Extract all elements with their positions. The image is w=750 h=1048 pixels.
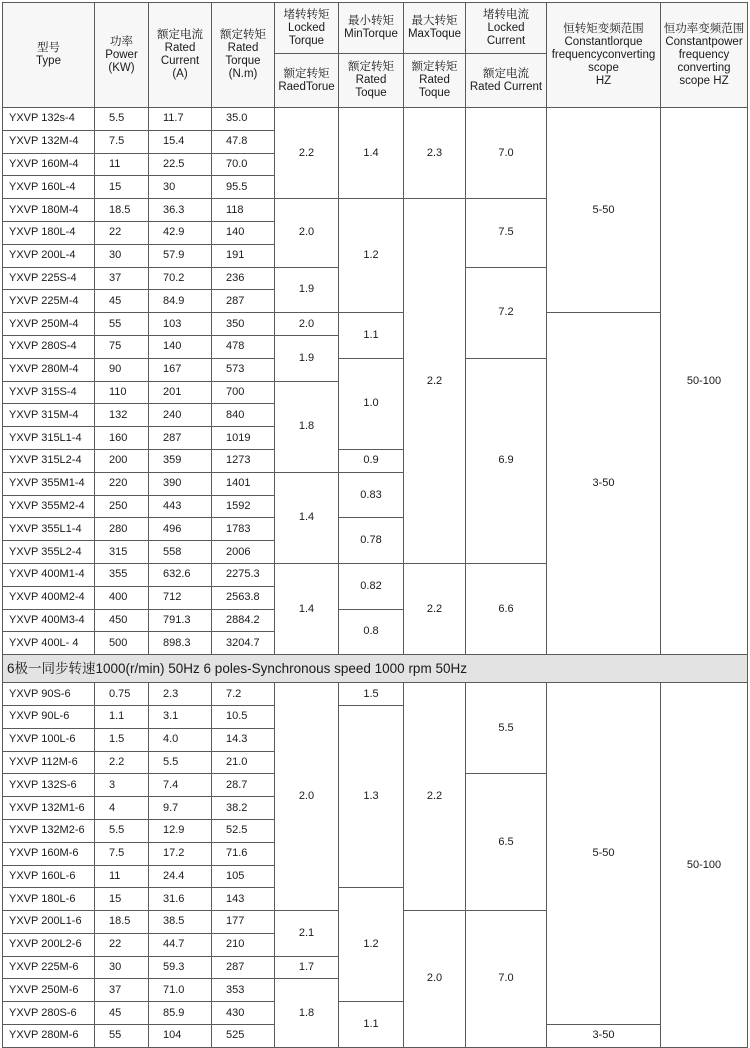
cell-locked-torque: 2.0	[275, 683, 339, 911]
cell-rated-current: 104	[149, 1025, 212, 1048]
cell-min-torque: 1.5	[339, 683, 404, 706]
cell-power: 250	[95, 495, 149, 518]
cell-rated-current: 4.0	[149, 728, 212, 751]
cell-power: 5.5	[95, 819, 149, 842]
cell-type: YXVP 200L1-6	[3, 911, 95, 934]
cell-rated-current: 17.2	[149, 842, 212, 865]
cell-rated-current: 712	[149, 586, 212, 609]
cell-max-torque: 2.2	[404, 199, 466, 564]
cell-type: YXVP 132S-6	[3, 774, 95, 797]
cell-rated-torque: 2006	[212, 541, 275, 564]
cell-locked-current: 7.0	[466, 911, 547, 1048]
cell-locked-torque: 1.9	[275, 335, 339, 381]
cell-rated-current: 9.7	[149, 797, 212, 820]
cell-type: YXVP 400M2-4	[3, 586, 95, 609]
cell-rated-current: 287	[149, 427, 212, 450]
cell-rated-torque: 840	[212, 404, 275, 427]
cell-rated-current: 44.7	[149, 933, 212, 956]
cell-rated-current: 632.6	[149, 563, 212, 586]
header-rated-torque: 额定转矩 Rated Torque (N.m)	[212, 3, 275, 108]
cell-power: 37	[95, 979, 149, 1002]
cell-locked-torque: 2.1	[275, 911, 339, 957]
cell-rated-current: 791.3	[149, 609, 212, 632]
cell-rated-current: 240	[149, 404, 212, 427]
cell-type: YXVP 250M-4	[3, 313, 95, 336]
cell-locked-current: 5.5	[466, 683, 547, 774]
cell-locked-current: 6.9	[466, 358, 547, 563]
cell-rated-current: 898.3	[149, 632, 212, 655]
cell-rated-torque: 700	[212, 381, 275, 404]
cell-min-torque: 1.1	[339, 1002, 404, 1048]
cell-const-torque-scope: 3-50	[547, 1025, 661, 1048]
cell-power: 15	[95, 176, 149, 199]
header-rated-current: 额定电流 Rated Current (A)	[149, 3, 212, 108]
cell-power: 45	[95, 290, 149, 313]
cell-locked-current: 7.0	[466, 108, 547, 199]
cell-rated-torque: 287	[212, 290, 275, 313]
cell-type: YXVP 250M-6	[3, 979, 95, 1002]
cell-type: YXVP 315M-4	[3, 404, 95, 427]
cell-power: 55	[95, 1025, 149, 1048]
cell-type: YXVP 132s-4	[3, 108, 95, 131]
cell-min-torque: 1.0	[339, 358, 404, 449]
cell-power: 200	[95, 449, 149, 472]
table-row	[3, 108, 748, 131]
cell-power: 7.5	[95, 842, 149, 865]
cell-const-torque-scope: 5-50	[547, 683, 661, 1025]
cell-rated-current: 42.9	[149, 221, 212, 244]
cell-type: YXVP 355M2-4	[3, 495, 95, 518]
cell-type: YXVP 160L-4	[3, 176, 95, 199]
cell-rated-current: 7.4	[149, 774, 212, 797]
cell-power: 4	[95, 797, 149, 820]
cell-type: YXVP 315L1-4	[3, 427, 95, 450]
motor-spec-table	[2, 2, 748, 1048]
cell-const-power-scope: 50-100	[661, 683, 748, 1048]
cell-power: 75	[95, 335, 149, 358]
cell-rated-torque: 1401	[212, 472, 275, 495]
cell-rated-torque: 573	[212, 358, 275, 381]
cell-type: YXVP 90L-6	[3, 705, 95, 728]
cell-rated-torque: 1592	[212, 495, 275, 518]
subheader-min-torque: 额定转矩 Rated Toque	[339, 54, 404, 108]
cell-rated-torque: 10.5	[212, 705, 275, 728]
cell-min-torque: 1.2	[339, 888, 404, 1002]
cell-power: 1.5	[95, 728, 149, 751]
cell-power: 55	[95, 313, 149, 336]
cell-rated-current: 558	[149, 541, 212, 564]
cell-max-torque: 2.0	[404, 911, 466, 1048]
cell-locked-torque: 1.4	[275, 563, 339, 654]
cell-power: 500	[95, 632, 149, 655]
cell-rated-current: 70.2	[149, 267, 212, 290]
cell-max-torque: 2.2	[404, 683, 466, 911]
cell-rated-current: 24.4	[149, 865, 212, 888]
subheader-locked-current: 额定电流 Rated Current	[466, 54, 547, 108]
cell-type: YXVP 180M-4	[3, 199, 95, 222]
cell-rated-torque: 2563.8	[212, 586, 275, 609]
cell-rated-torque: 95.5	[212, 176, 275, 199]
cell-rated-current: 22.5	[149, 153, 212, 176]
cell-rated-torque: 38.2	[212, 797, 275, 820]
cell-rated-current: 11.7	[149, 108, 212, 131]
cell-type: YXVP 225S-4	[3, 267, 95, 290]
cell-locked-current: 7.5	[466, 199, 547, 267]
cell-locked-current: 6.5	[466, 774, 547, 911]
table-row	[3, 313, 748, 336]
cell-const-torque-scope: 3-50	[547, 313, 661, 655]
cell-type: YXVP 180L-4	[3, 221, 95, 244]
cell-rated-current: 38.5	[149, 911, 212, 934]
cell-rated-current: 12.9	[149, 819, 212, 842]
cell-const-torque-scope: 5-50	[547, 108, 661, 313]
cell-rated-torque: 28.7	[212, 774, 275, 797]
cell-min-torque: 0.9	[339, 449, 404, 472]
cell-rated-current: 2.3	[149, 683, 212, 706]
cell-min-torque: 1.3	[339, 705, 404, 887]
cell-rated-torque: 71.6	[212, 842, 275, 865]
cell-type: YXVP 355M1-4	[3, 472, 95, 495]
cell-rated-current: 496	[149, 518, 212, 541]
cell-power: 45	[95, 1002, 149, 1025]
cell-min-torque: 1.1	[339, 313, 404, 359]
cell-power: 132	[95, 404, 149, 427]
cell-type: YXVP 280M-4	[3, 358, 95, 381]
cell-rated-torque: 350	[212, 313, 275, 336]
cell-power: 400	[95, 586, 149, 609]
header-max-torque: 最大转矩 MaxToque	[404, 3, 466, 54]
cell-min-torque: 0.8	[339, 609, 404, 655]
cell-rated-torque: 3204.7	[212, 632, 275, 655]
cell-rated-torque: 143	[212, 888, 275, 911]
cell-type: YXVP 132M1-6	[3, 797, 95, 820]
cell-rated-torque: 210	[212, 933, 275, 956]
cell-rated-torque: 1783	[212, 518, 275, 541]
cell-power: 160	[95, 427, 149, 450]
cell-power: 450	[95, 609, 149, 632]
cell-locked-torque: 1.8	[275, 979, 339, 1047]
cell-locked-current: 6.6	[466, 563, 547, 654]
cell-locked-torque: 2.2	[275, 108, 339, 199]
cell-min-torque: 0.78	[339, 518, 404, 564]
cell-rated-current: 84.9	[149, 290, 212, 313]
header-const-power-scope: 恒功率变频范围 Constantpower frequency converting scope HZ	[661, 3, 748, 108]
cell-locked-torque: 1.8	[275, 381, 339, 472]
cell-rated-torque: 2884.2	[212, 609, 275, 632]
header-min-torque: 最小转矩 MinTorque	[339, 3, 404, 54]
cell-locked-torque: 2.0	[275, 313, 339, 336]
header-power: 功率 Power (KW)	[95, 3, 149, 108]
cell-rated-torque: 1019	[212, 427, 275, 450]
cell-type: YXVP 355L1-4	[3, 518, 95, 541]
header-locked-current: 堵转电流 Locked Current	[466, 3, 547, 54]
cell-type: YXVP 90S-6	[3, 683, 95, 706]
cell-rated-torque: 430	[212, 1002, 275, 1025]
cell-type: YXVP 400L- 4	[3, 632, 95, 655]
cell-power: 355	[95, 563, 149, 586]
cell-min-torque: 0.83	[339, 472, 404, 518]
cell-power: 0.75	[95, 683, 149, 706]
cell-power: 22	[95, 933, 149, 956]
cell-type: YXVP 225M-4	[3, 290, 95, 313]
cell-rated-torque: 47.8	[212, 130, 275, 153]
cell-type: YXVP 100L-6	[3, 728, 95, 751]
header-type: 型号 Type	[3, 3, 95, 108]
subheader-max-torque: 额定转矩 Rated Toque	[404, 54, 466, 108]
cell-locked-torque: 2.0	[275, 199, 339, 267]
cell-rated-torque: 70.0	[212, 153, 275, 176]
cell-power: 37	[95, 267, 149, 290]
cell-power: 3	[95, 774, 149, 797]
cell-type: YXVP 132M2-6	[3, 819, 95, 842]
cell-power: 30	[95, 956, 149, 979]
cell-type: YXVP 200L-4	[3, 244, 95, 267]
cell-power: 5.5	[95, 108, 149, 131]
cell-power: 18.5	[95, 199, 149, 222]
cell-rated-current: 57.9	[149, 244, 212, 267]
cell-const-power-scope: 50-100	[661, 108, 748, 655]
cell-power: 280	[95, 518, 149, 541]
cell-rated-torque: 52.5	[212, 819, 275, 842]
cell-rated-current: 443	[149, 495, 212, 518]
cell-rated-current: 59.3	[149, 956, 212, 979]
cell-rated-current: 390	[149, 472, 212, 495]
cell-min-torque: 0.82	[339, 563, 404, 609]
cell-power: 15	[95, 888, 149, 911]
cell-power: 7.5	[95, 130, 149, 153]
cell-type: YXVP 160M-6	[3, 842, 95, 865]
cell-max-torque: 2.3	[404, 108, 466, 199]
cell-power: 110	[95, 381, 149, 404]
cell-type: YXVP 400M1-4	[3, 563, 95, 586]
cell-rated-current: 140	[149, 335, 212, 358]
cell-power: 90	[95, 358, 149, 381]
cell-rated-torque: 1273	[212, 449, 275, 472]
section-row	[3, 655, 748, 683]
cell-rated-torque: 118	[212, 199, 275, 222]
cell-max-torque: 2.2	[404, 563, 466, 654]
cell-rated-torque: 35.0	[212, 108, 275, 131]
cell-type: YXVP 400M3-4	[3, 609, 95, 632]
cell-type: YXVP 225M-6	[3, 956, 95, 979]
cell-rated-torque: 2275.3	[212, 563, 275, 586]
cell-rated-torque: 525	[212, 1025, 275, 1048]
cell-rated-current: 15.4	[149, 130, 212, 153]
cell-type: YXVP 112M-6	[3, 751, 95, 774]
cell-min-torque: 1.2	[339, 199, 404, 313]
subheader-locked-torque: 额定转矩 RaedTorue	[275, 54, 339, 108]
cell-type: YXVP 315L2-4	[3, 449, 95, 472]
cell-type: YXVP 355L2-4	[3, 541, 95, 564]
cell-type: YXVP 132M-4	[3, 130, 95, 153]
cell-power: 18.5	[95, 911, 149, 934]
cell-rated-current: 5.5	[149, 751, 212, 774]
cell-rated-current: 359	[149, 449, 212, 472]
cell-power: 1.1	[95, 705, 149, 728]
cell-power: 11	[95, 865, 149, 888]
cell-type: YXVP 160L-6	[3, 865, 95, 888]
cell-type: YXVP 160M-4	[3, 153, 95, 176]
cell-locked-torque: 1.7	[275, 956, 339, 979]
section-title: 6极一同步转速1000(r/min) 50Hz 6 poles-Synchronous speed 1000 rpm 50Hz	[3, 655, 748, 683]
cell-locked-current: 7.2	[466, 267, 547, 358]
cell-rated-current: 167	[149, 358, 212, 381]
cell-locked-torque: 1.9	[275, 267, 339, 313]
cell-rated-torque: 21.0	[212, 751, 275, 774]
header-const-torque-scope: 恒转矩变频范围 Constantlorque frequencyconverting scope HZ	[547, 3, 661, 108]
cell-rated-torque: 14.3	[212, 728, 275, 751]
cell-rated-torque: 177	[212, 911, 275, 934]
cell-rated-current: 85.9	[149, 1002, 212, 1025]
cell-rated-torque: 478	[212, 335, 275, 358]
cell-power: 22	[95, 221, 149, 244]
cell-type: YXVP 180L-6	[3, 888, 95, 911]
cell-rated-current: 71.0	[149, 979, 212, 1002]
cell-rated-current: 103	[149, 313, 212, 336]
cell-rated-torque: 287	[212, 956, 275, 979]
cell-rated-torque: 105	[212, 865, 275, 888]
cell-rated-current: 31.6	[149, 888, 212, 911]
cell-rated-current: 36.3	[149, 199, 212, 222]
cell-type: YXVP 315S-4	[3, 381, 95, 404]
cell-power: 2.2	[95, 751, 149, 774]
cell-power: 220	[95, 472, 149, 495]
cell-rated-current: 30	[149, 176, 212, 199]
cell-power: 11	[95, 153, 149, 176]
cell-rated-torque: 353	[212, 979, 275, 1002]
cell-rated-current: 3.1	[149, 705, 212, 728]
cell-power: 315	[95, 541, 149, 564]
header-locked-torque: 堵转转矩 Locked Torque	[275, 3, 339, 54]
cell-locked-torque: 1.4	[275, 472, 339, 563]
cell-type: YXVP 280M-6	[3, 1025, 95, 1048]
cell-rated-torque: 236	[212, 267, 275, 290]
cell-power: 30	[95, 244, 149, 267]
cell-type: YXVP 280S-4	[3, 335, 95, 358]
table-row	[3, 683, 748, 706]
cell-rated-torque: 191	[212, 244, 275, 267]
cell-type: YXVP 200L2-6	[3, 933, 95, 956]
cell-rated-torque: 140	[212, 221, 275, 244]
cell-rated-current: 201	[149, 381, 212, 404]
cell-type: YXVP 280S-6	[3, 1002, 95, 1025]
cell-min-torque: 1.4	[339, 108, 404, 199]
cell-rated-torque: 7.2	[212, 683, 275, 706]
